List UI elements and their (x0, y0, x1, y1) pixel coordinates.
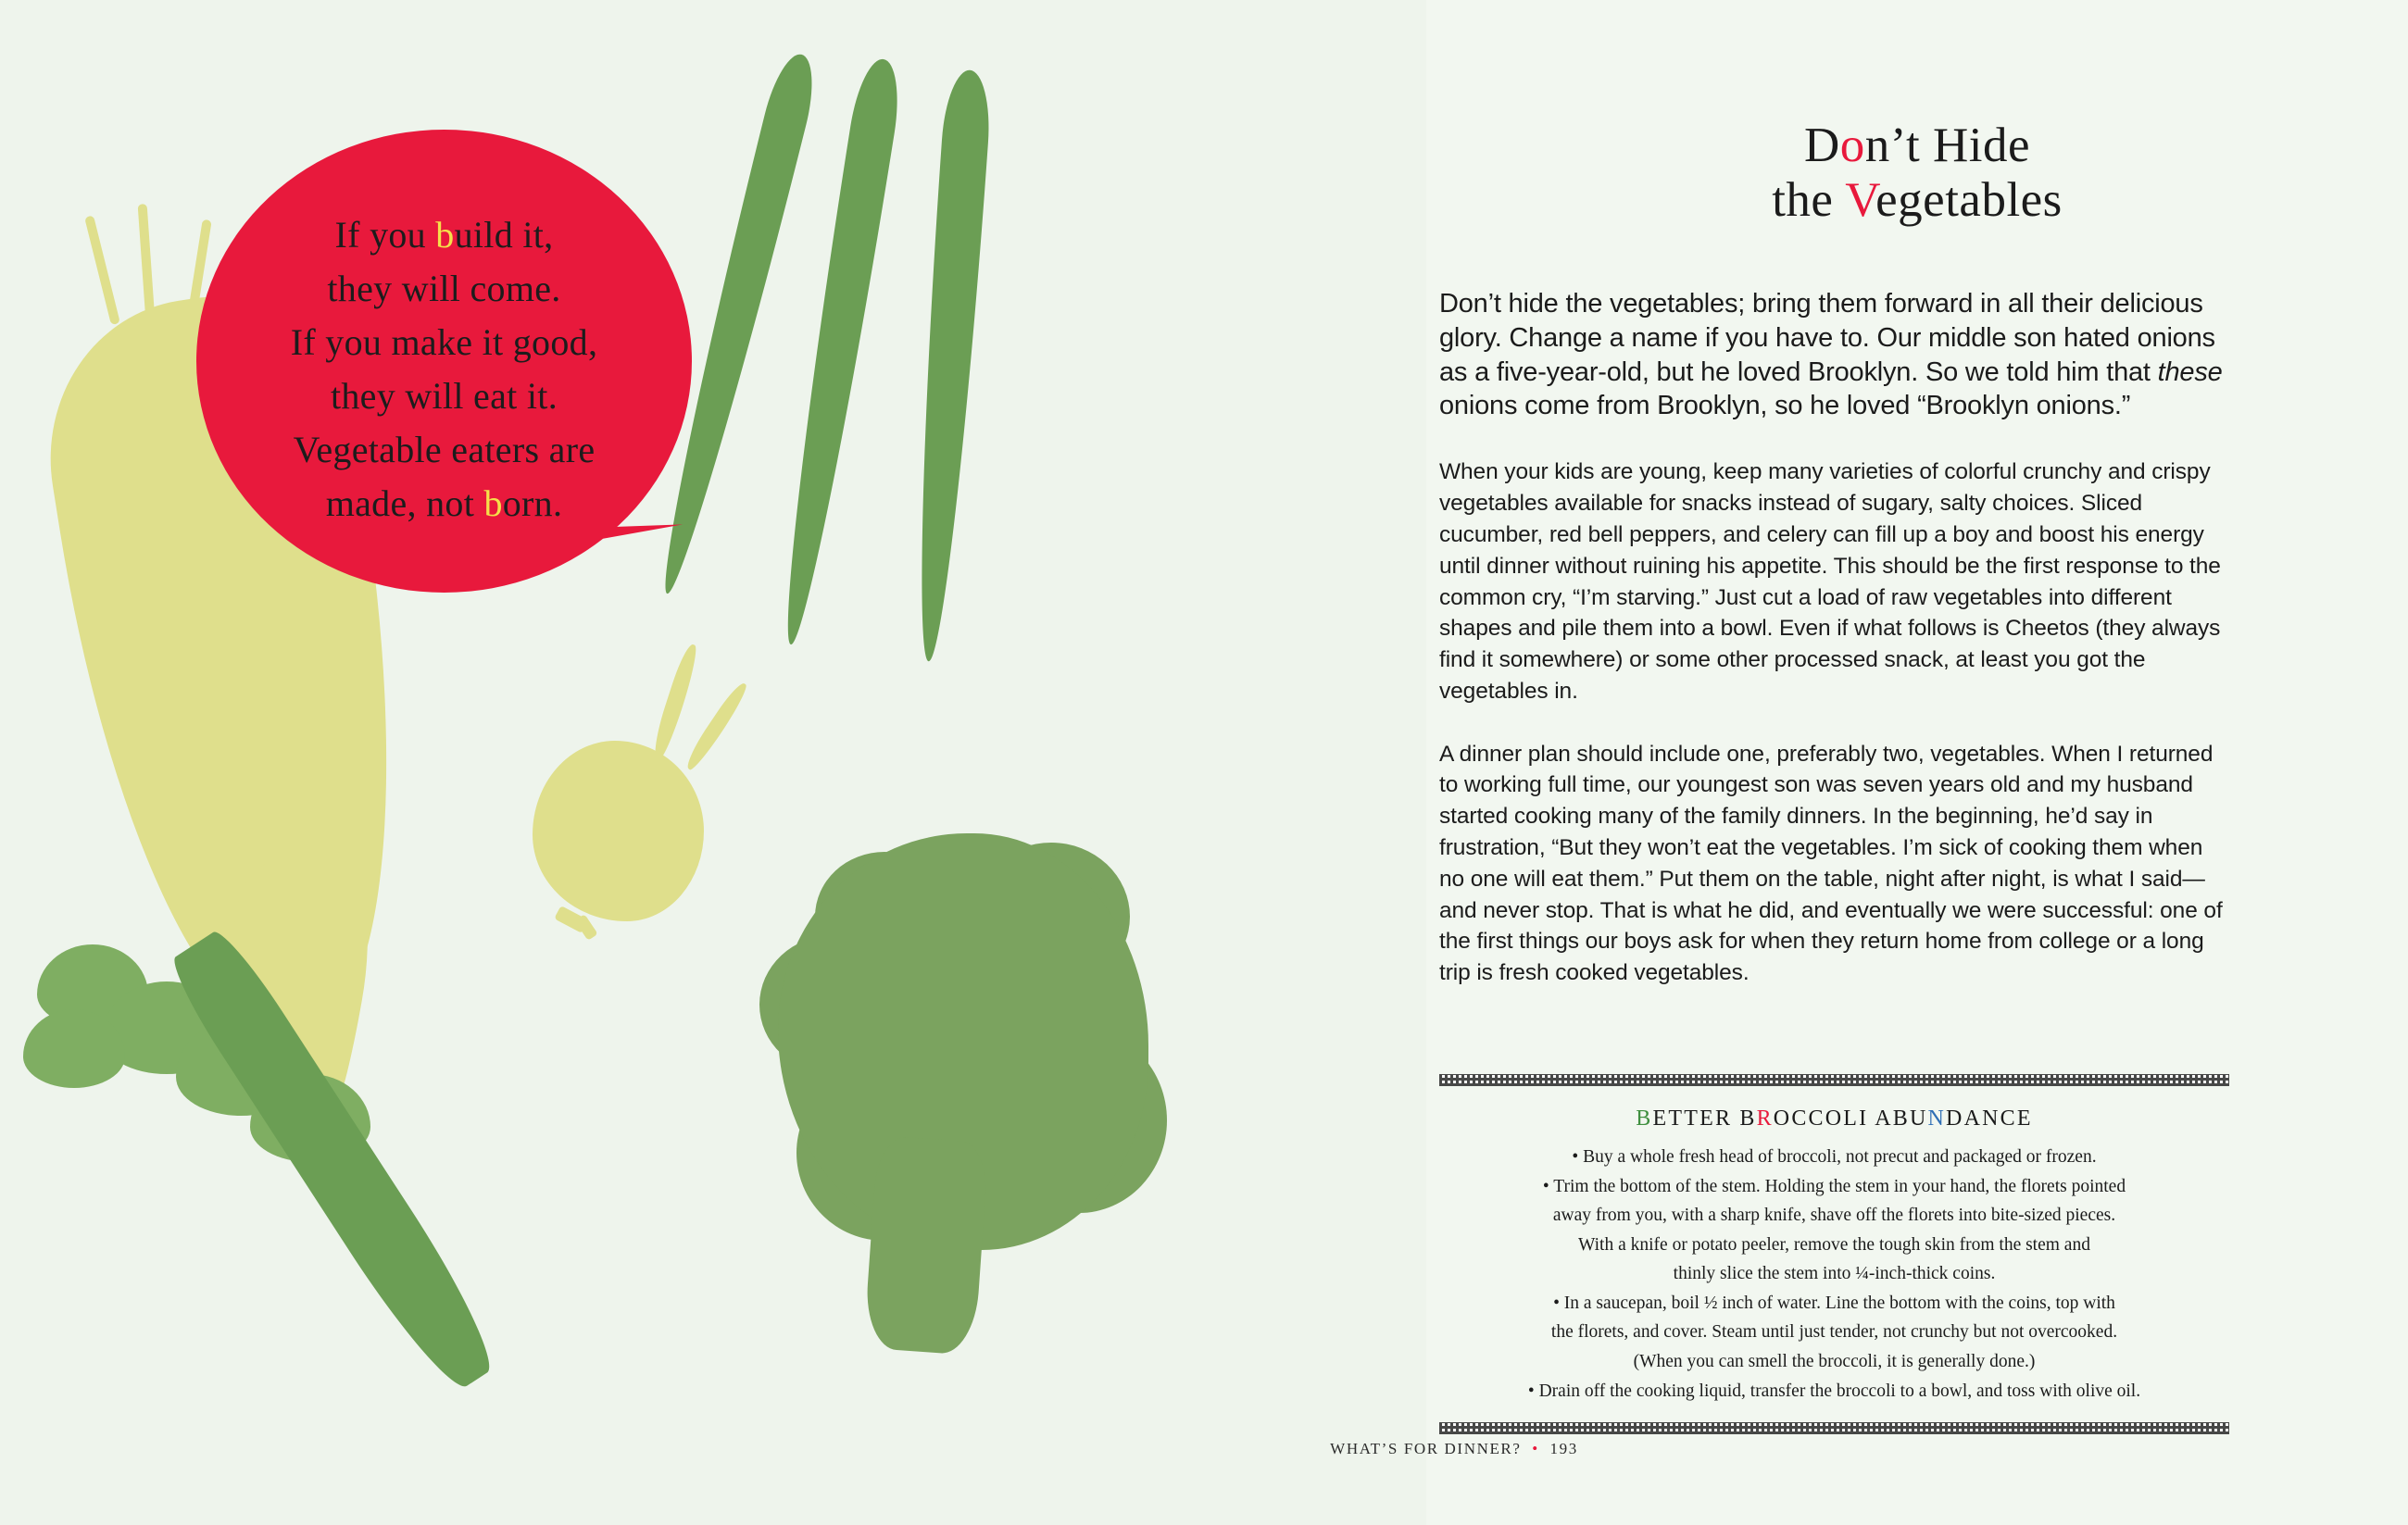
recipe-line: thinly slice the stem into ¼-inch-thick coins. (1673, 1264, 1996, 1284)
recipe-bottom-rule (1439, 1422, 2229, 1434)
body-paragraph-2: A dinner plan should include one, preferably two, vegetables. When I returned to working full time, our youngest son was seven years old and my husband started cooking many of the family dinners. In the beginning, he’d say in frustration, “But they won’t eat the vegetables. I’m sick of cooking them when no one will eat them.” Put them on the table, night after night, is what I said—and never stop. That is what he did, and eventually we were successful: one of the first things our boys ask for when they return home from college or a long trip is fresh cooked vegetables. (1439, 741, 2223, 986)
speech-bubble-text (196, 208, 692, 531)
onion-sprout-2 (682, 680, 751, 772)
recipe-title-n: N (1927, 1106, 1947, 1131)
bubble-line-6-a: made, not (325, 482, 484, 524)
recipe-title (1439, 1106, 2229, 1131)
recipe-line: (When you can smell the broccoli, it is generally done.) (1633, 1352, 2036, 1372)
recipe-line: away from you, with a sharp knife, shave off the florets into bite-sized pieces. (1552, 1206, 2116, 1226)
lede-paragraph (1439, 287, 2229, 423)
page-title-line-2 (1426, 173, 2408, 228)
lede-pre: Don’t hide the vegetables; bring them forward in all their delicious glory. Change a name if you have to. Our middle son hated onions as a five-year-old, but he loved Brooklyn. So we told him that (1439, 289, 2215, 387)
recipe-steps (1439, 1143, 2229, 1406)
recipe-title-b: B (1636, 1106, 1653, 1131)
page-title-line-1 (1426, 119, 2408, 173)
green-bean-3 (906, 69, 994, 663)
bubble-line-6-highlight: b (483, 482, 503, 524)
page-title-accent-o: o (1839, 119, 1865, 172)
page-title-the: the (1772, 173, 1846, 228)
broccoli-illustration (759, 833, 1158, 1352)
recipe-line: • In a saucepan, boil ½ inch of water. Line the bottom with the coins, top with (1553, 1293, 2115, 1313)
recipe-line: • Buy a whole fresh head of broccoli, not precut and packaged or frozen. (1572, 1147, 2097, 1167)
lede-post: onions come from Brooklyn, so he loved “Brooklyn onions.” (1439, 391, 2131, 421)
page-title-rest: n’t Hide (1864, 119, 2030, 172)
folio-inner (1330, 1440, 1578, 1458)
lede-emphasis: these (2157, 356, 2223, 387)
recipe-title-r: R (1756, 1106, 1774, 1131)
broccoli-stalk (863, 1135, 989, 1356)
page-title-d: D (1804, 119, 1840, 172)
recipe-line: With a knife or potato peeler, remove the tough skin from the stem and (1578, 1234, 2090, 1255)
bubble-line-5: Vegetable eaters are (293, 429, 596, 470)
folio (0, 1440, 2408, 1458)
recipe-top-rule (1439, 1074, 2229, 1086)
recipe-title-t3: DANCE (1946, 1106, 2033, 1131)
recipe-box (1439, 1074, 2229, 1434)
recipe-line: • Drain off the cooking liquid, transfer the broccoli to a bowl, and toss with olive oil. (1527, 1381, 2141, 1401)
bubble-line-6 (196, 477, 692, 531)
bubble-line-1 (196, 208, 692, 262)
bubble-line-1-highlight: b (435, 214, 455, 256)
page-title-egetables: egetables (1875, 173, 2063, 228)
page-title (1426, 119, 2408, 229)
bubble-line-4: they will eat it. (330, 375, 558, 417)
recipe-title-t1: ETTER B (1652, 1106, 1757, 1131)
folio-separator: • (1532, 1440, 1539, 1457)
page-title-accent-v: V (1845, 173, 1876, 228)
parsnip-leaf-1 (84, 215, 120, 325)
bubble-line-2: they will come. (327, 268, 561, 309)
bubble-line-3: If you make it good, (290, 321, 598, 363)
bubble-line-1-c: uild it, (454, 214, 554, 256)
body-column (1439, 287, 2229, 1020)
recipe-line: • Trim the bottom of the stem. Holding the stem in your hand, the florets pointed (1542, 1176, 2126, 1196)
running-head: WHAT’S FOR DINNER? (1330, 1440, 1522, 1457)
page-number: 193 (1549, 1440, 1578, 1457)
recipe-line: the florets, and cover. Steam until just tender, not crunchy but not overcooked. (1550, 1322, 2118, 1343)
bubble-line-6-c: orn. (502, 482, 563, 524)
bubble-line-1-a: If you (334, 214, 436, 256)
body-paragraph-1: When your kids are young, keep many varieties of colorful crunchy and crispy vegetables available for snacks instead of sugary, salty choices. Sliced cucumber, red bell peppers, and celery can fill up a boy and boost his energy until dinner without ruining his appetite. This should be the first response to the common cry, “I’m starving.” Just cut a load of raw vegetables into different shapes and pile them into a bowl. Even if what follows is Cheetos (they always find it somewhere) or some other processed snack, at least you got the vegetables in. (1439, 459, 2221, 704)
onion-bulb (533, 741, 704, 921)
recipe-title-t2: OCCOLI ABU (1773, 1106, 1928, 1131)
